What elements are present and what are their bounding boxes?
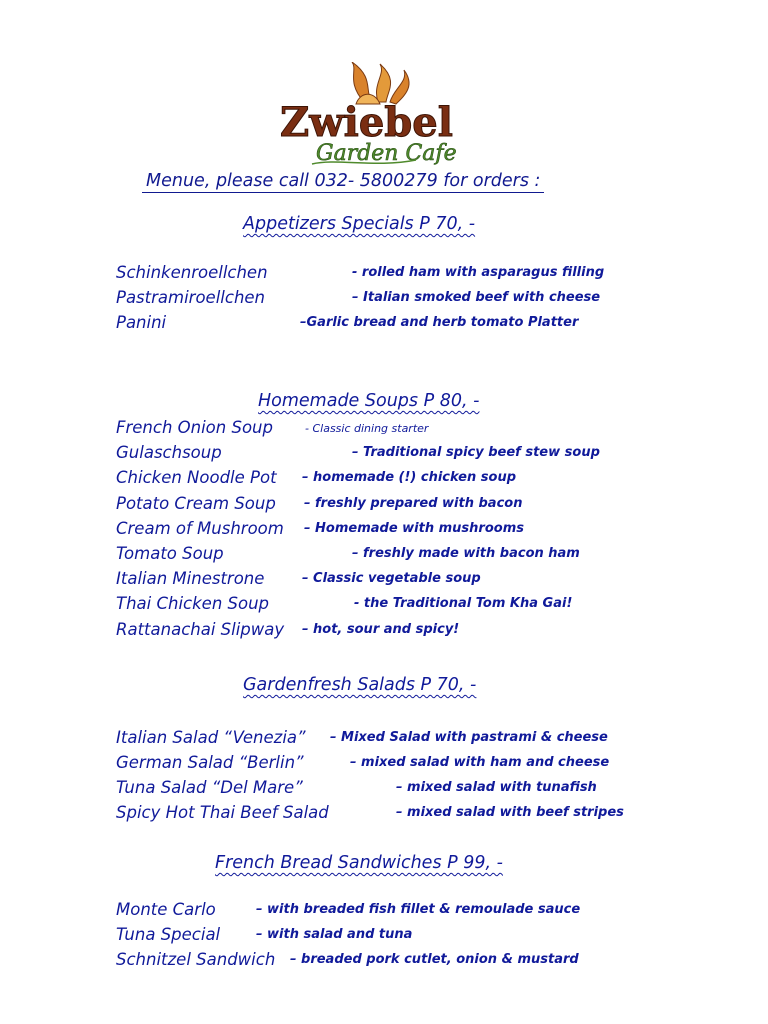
item-desc: – homemade (!) chicken soup: [302, 470, 517, 485]
item-name: Panini: [116, 313, 167, 332]
item-desc: – mixed salad with beef stripes: [396, 805, 624, 820]
item-name: Potato Cream Soup: [116, 494, 276, 513]
item-name: Italian Salad “Venezia”: [116, 728, 306, 747]
item-name: Pastramiroellchen: [116, 288, 266, 307]
item-name: Tuna Salad “Del Mare”: [116, 778, 303, 797]
item-desc: – Classic vegetable soup: [302, 571, 481, 586]
item-name: Gulaschsoup: [116, 443, 222, 462]
section-title-sandwiches: French Bread Sandwiches P 99, -: [215, 853, 503, 873]
section-title-soups: Homemade Soups P 80, -: [258, 391, 480, 411]
item-name: Schinkenroellchen: [116, 263, 268, 282]
item-desc: – Homemade with mushrooms: [304, 521, 524, 536]
item-desc: – Mixed Salad with pastrami & cheese: [330, 730, 608, 745]
item-name: Chicken Noodle Pot: [116, 468, 277, 487]
item-name: Italian Minestrone: [116, 569, 265, 588]
zwiebel-logo: [276, 62, 480, 168]
item-name: Schnitzel Sandwich: [116, 950, 276, 969]
logo-word: Zwiebel: [280, 99, 453, 146]
item-desc: - rolled ham with asparagus filling: [352, 265, 605, 280]
item-name: Cream of Mushroom: [116, 519, 284, 538]
item-name: Tomato Soup: [116, 544, 224, 563]
logo-sub: Garden Cafe: [316, 141, 457, 166]
item-desc: – with salad and tuna: [256, 927, 413, 942]
item-desc: – freshly made with bacon ham: [352, 546, 580, 561]
item-desc: – with breaded fish fillet & remoulade sauce: [256, 902, 581, 917]
item-desc: – freshly prepared with bacon: [304, 496, 523, 511]
section-title-appetizers: Appetizers Specials P 70, -: [243, 214, 476, 234]
item-desc: –Garlic bread and herb tomato Platter: [300, 315, 579, 330]
item-desc: – hot, sour and spicy!: [302, 622, 460, 637]
item-desc: – breaded pork cutlet, onion & mustard: [290, 952, 579, 967]
item-desc: - Classic dining starter: [305, 422, 429, 435]
item-desc: – Traditional spicy beef stew soup: [352, 445, 600, 460]
item-desc: – Italian smoked beef with cheese: [352, 290, 601, 305]
item-name: Tuna Special: [116, 925, 221, 944]
item-desc: – mixed salad with ham and cheese: [350, 755, 610, 770]
item-desc: - the Traditional Tom Kha Gai!: [354, 596, 573, 611]
section-title-salads: Gardenfresh Salads P 70, -: [243, 675, 477, 695]
item-name: Monte Carlo: [116, 900, 216, 919]
item-name: Thai Chicken Soup: [116, 594, 270, 613]
item-name: German Salad “Berlin”: [116, 753, 304, 772]
item-name: Rattanachai Slipway: [116, 620, 285, 639]
order-phone-line: Menue, please call 032- 5800279 for orders :: [142, 170, 544, 193]
item-name: Spicy Hot Thai Beef Salad: [116, 803, 329, 822]
item-name: French Onion Soup: [116, 418, 273, 437]
item-desc: – mixed salad with tunafish: [396, 780, 597, 795]
